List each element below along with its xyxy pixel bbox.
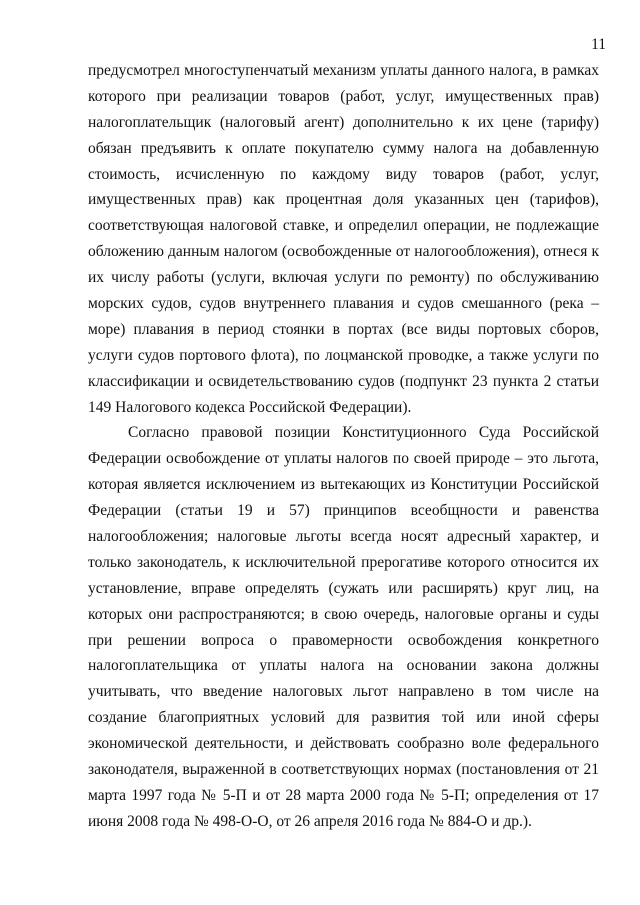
- text-line: которых они распространяются; в свою очередь, налоговые органы и суды: [88, 605, 599, 623]
- text-line: которая является исключением из вытекающих из Конституции Российской: [88, 476, 599, 494]
- text-line: установление, вправе определять (сужать или расширять) круг лиц, на: [88, 579, 599, 597]
- text-line: при решении вопроса о правомерности освобождения конкретного: [88, 631, 599, 649]
- text-line: которого при реализации товаров (работ, услуг, имущественных прав): [88, 87, 599, 105]
- body-text: [88, 58, 599, 835]
- text-line: Федерации (статьи 19 и 57) принципов всеобщности и равенства: [88, 502, 599, 520]
- text-line: стоимость, исчисленную по каждому виду товаров (работ, услуг,: [88, 165, 599, 183]
- text-line: налогоплательщик (налоговый агент) дополнительно к их цене (тарифу): [88, 113, 599, 131]
- text-line: море) плавания в период стоянки в портах (все виды портовых сборов,: [88, 320, 599, 338]
- text-line: марта 1997 года № 5-П и от 28 марта 2000 года № 5-П; определения от 17: [88, 786, 599, 804]
- text-line: экономической деятельности, и действовать сообразно воле федерального: [88, 735, 599, 753]
- text-line: Согласно правовой позиции Конституционного Суда Российской: [128, 424, 599, 442]
- text-line: обложению данным налогом (освобожденные от налогообложения), отнеся к: [88, 243, 599, 261]
- text-line: имущественных прав) как процентная доля указанных цен (тарифов),: [88, 191, 599, 209]
- text-line: Федерации освобождение от уплаты налогов по своей природе – это льгота,: [88, 450, 599, 468]
- text-line: только законодатель, к исключительной прерогативе которого относится их: [88, 553, 599, 571]
- text-line: создание благоприятных условий для развития той или иной сферы: [88, 709, 599, 727]
- text-line: налогоплательщика от уплаты налога на основании закона должны: [88, 657, 599, 675]
- text-line: налогообложения; налоговые льготы всегда носят адресный характер, и: [88, 528, 599, 546]
- text-line: их числу работы (услуги, включая услуги по ремонту) по обслуживанию: [88, 269, 599, 287]
- text-line: учитывать, что введение налоговых льгот направлено в том числе на: [88, 683, 599, 701]
- paragraph-1: [88, 58, 599, 420]
- text-line: обязан предъявить к оплате покупателю сумму налога на добавленную: [88, 139, 599, 157]
- text-line: услуги судов портового флота), по лоцманской проводке, а также услуги по: [88, 346, 599, 364]
- text-line: морских судов, судов внутреннего плавания и судов смешанного (река –: [88, 295, 599, 313]
- text-line: июня 2008 года № 498-О-О, от 26 апреля 2016 года № 884-О и др.).: [88, 812, 532, 830]
- text-line: классификации и освидетельствованию судов (подпункт 23 пункта 2 статьи: [88, 372, 599, 390]
- text-line: 149 Налогового кодекса Российской Федерации).: [88, 398, 412, 416]
- text-line: законодателя, выраженной в соответствующих нормах (постановления от 21: [88, 761, 599, 779]
- text-line: соответствующая налоговой ставке, и определил операции, не подлежащие: [88, 217, 599, 235]
- text-line: предусмотрел многоступенчатый механизм уплаты данного налога, в рамках: [88, 62, 599, 79]
- page-number: 11: [591, 36, 606, 53]
- paragraph-2: [88, 420, 599, 834]
